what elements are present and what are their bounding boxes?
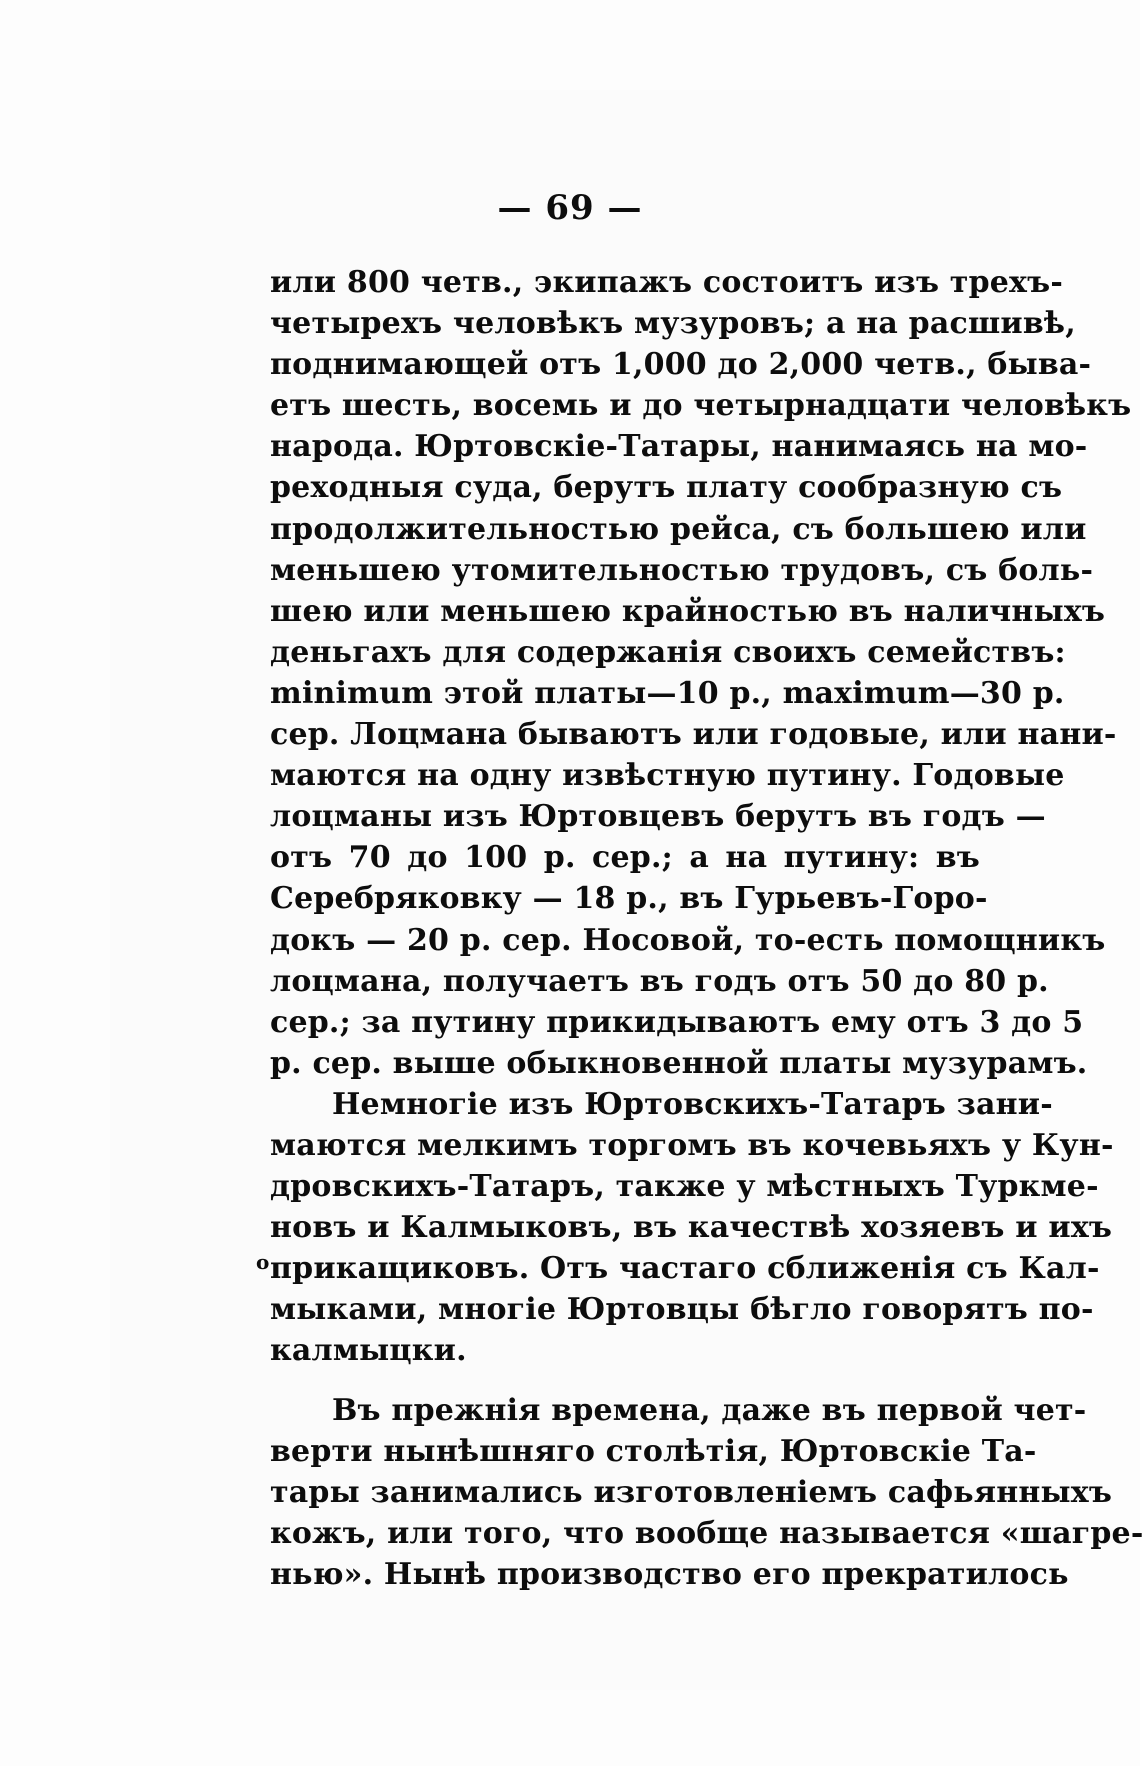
text-line: отъ 70 до 100 р. сер.; а на путину: въ [270, 840, 980, 876]
text-line: маются на одну извѣстную путину. Годовые [270, 758, 1065, 794]
paragraph [270, 262, 1132, 1084]
text-line: мыками, многіе Юртовцы бѣгло говорятъ по- [270, 1292, 1094, 1328]
text-line: дровскихъ-Татаръ, также у мѣстныхъ Туркме- [270, 1169, 1099, 1205]
text-line: верти нынѣшняго столѣтія, Юртовскіе Та- [270, 1433, 1037, 1469]
text-line: Немногіе изъ Юртовскихъ-Татаръ зани- [332, 1086, 1053, 1122]
text-line: поднимающей отъ 1,000 до 2,000 четв., быва- [270, 347, 1092, 383]
text-line: сер.; за путину прикидываютъ ему отъ 3 до 5 [270, 1004, 1084, 1040]
text-line: Серебряковку — 18 р., въ Гурьевъ-Горо- [270, 881, 988, 917]
text-line: продолжительностью рейса, съ большею или [270, 511, 1087, 547]
text-line: новъ и Калмыковъ, въ качествѣ хозяевъ и ихъ [270, 1210, 1113, 1246]
text-line: или 800 четв., экипажъ состоитъ изъ трехъ- [270, 265, 1063, 300]
text-line: четырехъ человѣкъ музуровъ; а на расшивѣ, [270, 306, 1076, 342]
text-line: прикащиковъ. Отъ частаго сближенія съ Кал- [270, 1251, 1100, 1287]
text-line: шею или меньшею крайностью въ наличныхъ [270, 593, 1106, 629]
text-line: калмыцки. [270, 1333, 467, 1369]
text-line: нью». Нынѣ производство его прекратилось [270, 1556, 1069, 1592]
text-line: реходныя суда, берутъ плату сообразную съ [270, 470, 1063, 506]
text-line: лоцманы изъ Юртовцевъ берутъ въ годъ — [270, 799, 1046, 835]
paragraph [270, 1390, 1144, 1595]
text-line: меньшею утомительностью трудовъ, съ боль- [270, 552, 1094, 588]
text-line: сер. Лоцмана бываютъ или годовые, или нани- [270, 717, 1117, 753]
text-line: кожъ, или того, что вообще называется «шагре- [270, 1515, 1144, 1551]
text-line: народа. Юртовскіе-Татары, нанимаясь на мо- [270, 429, 1088, 465]
text-line: етъ шесть, восемь и до четырнадцати человѣкъ [270, 388, 1132, 424]
text-line: маются мелкимъ торгомъ въ кочевьяхъ у Кун- [270, 1127, 1114, 1163]
text-line: докъ — 20 р. сер. Носовой, то-есть помощникъ [270, 922, 1106, 958]
paragraph-gap [270, 1372, 980, 1390]
paragraph [270, 1084, 1114, 1372]
text-line: Въ прежнія времена, даже въ первой чет- [332, 1392, 1087, 1428]
page-number: — 69 — [497, 188, 643, 228]
text-line: лоцмана, получаетъ въ годъ отъ 50 до 80 р. [270, 963, 1049, 999]
text-line: тары занимались изготовленіемъ сафьянныхъ [270, 1474, 1113, 1510]
text-line: minimum этой платы—10 р., maximum—30 р. [270, 675, 1065, 711]
text-line: р. сер. выше обыкновенной платы музурамъ. [270, 1045, 1088, 1081]
body-text [270, 262, 1144, 1595]
margin-mark: о [256, 1250, 270, 1274]
text-line: деньгахъ для содержанія своихъ семействъ: [270, 634, 1066, 670]
